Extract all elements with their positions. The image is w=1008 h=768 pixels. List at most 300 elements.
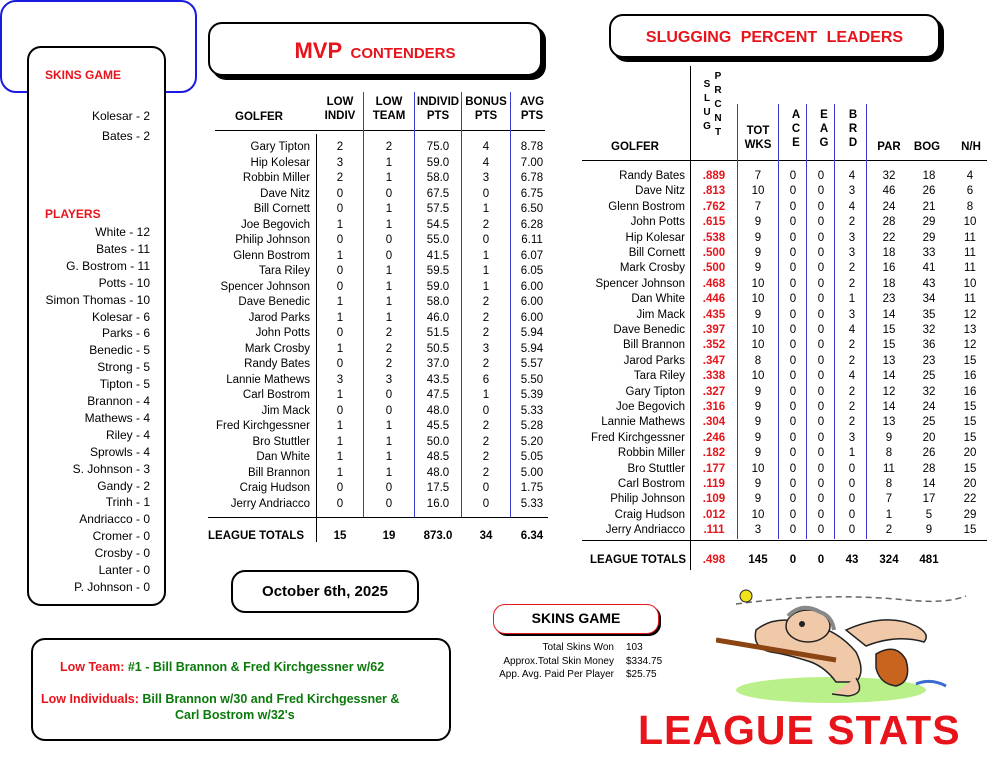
slug-cell-ace: 0 xyxy=(789,170,797,182)
player-entry-name: Brannon xyxy=(87,394,133,408)
player-entry-value: 11 xyxy=(137,241,150,256)
mvp-cell-individ: 75.0 xyxy=(426,141,450,153)
low-indiv-line-2 xyxy=(175,708,295,722)
mvp-row-name: Robbin Miller xyxy=(242,172,310,184)
mvp-row-name: Dan White xyxy=(256,451,310,463)
mvp-cell-bonus: 3 xyxy=(482,342,490,355)
slug-cell-ace: 0 xyxy=(789,385,797,398)
slug-cell-ace: 0 xyxy=(789,478,797,490)
slug-header-letter: U xyxy=(703,107,711,118)
player-entry-name: Gandy xyxy=(97,478,133,493)
golfer-cartoon-icon xyxy=(716,582,976,704)
slug-cell-slug: .762 xyxy=(702,200,726,213)
slug-cell-eag: 0 xyxy=(817,431,825,444)
slug-cell-par: 8 xyxy=(885,478,893,490)
mvp-cell-individ: 48.0 xyxy=(426,466,450,479)
slug-header-brd-letter: D xyxy=(848,137,858,149)
slug-cell-eag: 0 xyxy=(817,339,825,352)
mvp-cell-avg: 5.94 xyxy=(520,327,544,339)
mvp-row-name: Joe Begovich xyxy=(240,218,310,231)
mvp-cell-low_team: 1 xyxy=(385,218,393,231)
mvp-row-name: Randy Bates xyxy=(244,358,310,370)
slug-header-wks: WKS xyxy=(744,139,772,151)
mvp-cell-low_indiv: 0 xyxy=(336,234,344,246)
slug-cell-slug: .889 xyxy=(702,170,726,182)
slug-cell-brd: 0 xyxy=(848,478,856,490)
mvp-cell-low_indiv: 1 xyxy=(336,451,344,463)
low-team-line xyxy=(60,660,384,674)
mvp-row-name: Lannie Mathews xyxy=(226,373,310,386)
player-entry-value: 4 xyxy=(143,444,150,459)
slug-cell-wks: 10 xyxy=(751,185,765,198)
mvp-header-line2: INDIV xyxy=(324,110,356,122)
slug-cell-eag: 0 xyxy=(817,170,825,182)
slug-cell-ace: 0 xyxy=(789,493,797,506)
slug-cell-nh: 20 xyxy=(963,447,977,460)
slug-header-letter: C xyxy=(714,99,722,110)
mvp-totals-label: LEAGUE TOTALS xyxy=(208,530,305,542)
player-entry: Potts - 10 xyxy=(98,275,150,290)
mvp-cell-avg: 5.05 xyxy=(520,451,544,463)
slug-cell-nh: 12 xyxy=(963,339,977,352)
slug-column-divider xyxy=(866,104,867,539)
player-entry: Strong - 5 xyxy=(97,360,150,375)
slug-cell-eag: 0 xyxy=(817,216,825,229)
mvp-cell-individ: 47.5 xyxy=(426,389,450,401)
player-entry: Crosby - 0 xyxy=(94,546,150,561)
player-entry-value: 1 xyxy=(143,495,150,510)
player-entry: Parks - 6 xyxy=(101,326,150,341)
slug-cell-eag: 0 xyxy=(817,247,825,259)
mvp-cell-low_indiv: 1 xyxy=(336,389,344,401)
slug-header-bog: BOG xyxy=(913,141,941,153)
mvp-header-line2: PTS xyxy=(520,110,544,122)
slug-header-eag-letter: E xyxy=(820,109,828,121)
mvp-cell-low_indiv: 0 xyxy=(336,358,344,370)
slug-cell-par: 14 xyxy=(882,370,896,383)
mvp-cell-low_indiv: 1 xyxy=(336,311,344,324)
slug-cell-slug: .397 xyxy=(702,324,726,336)
mvp-header-low_indiv xyxy=(317,95,363,123)
slug-cell-brd: 2 xyxy=(848,262,856,275)
slug-cell-slug: .111 xyxy=(703,524,725,537)
mvp-cell-bonus: 2 xyxy=(482,451,490,463)
mvp-total-bonus: 34 xyxy=(479,530,493,542)
slug-cell-wks: 9 xyxy=(754,431,762,444)
player-entry: Benedic - 5 xyxy=(89,343,150,358)
mvp-header-line1: AVG xyxy=(519,96,545,108)
slug-cell-slug: .338 xyxy=(702,370,726,383)
slug-cell-wks: 9 xyxy=(754,478,762,490)
mvp-cell-low_team: 2 xyxy=(385,342,393,355)
mvp-row-name: Hip Kolesar xyxy=(250,156,310,169)
player-entry-name: Simon Thomas xyxy=(45,292,126,307)
player-entry: Lanter - 0 xyxy=(98,563,150,577)
slug-cell-slug: .012 xyxy=(702,508,726,521)
mvp-cell-bonus: 0 xyxy=(482,187,490,200)
mvp-header-individ_pts xyxy=(415,95,461,123)
slug-cell-nh: 15 xyxy=(963,354,977,367)
slug-cell-slug: .119 xyxy=(703,478,725,490)
mvp-cell-individ: 67.5 xyxy=(426,187,450,200)
mvp-cell-low_indiv: 2 xyxy=(336,172,344,184)
slug-cell-eag: 0 xyxy=(817,262,825,275)
player-entry: Sprowls - 4 xyxy=(89,444,150,459)
slug-row-name: Joe Begovich xyxy=(615,401,685,413)
player-entry-name: White xyxy=(95,225,126,239)
mvp-cell-avg: 5.94 xyxy=(520,342,544,355)
slug-cell-slug: .446 xyxy=(702,293,726,306)
mvp-row-name: Bill Brannon xyxy=(247,466,310,479)
slug-cell-wks: 9 xyxy=(754,308,762,321)
mvp-cell-individ: 50.0 xyxy=(426,435,450,448)
slug-cell-wks: 9 xyxy=(754,401,762,413)
player-entry: Riley - 4 xyxy=(105,427,150,442)
slug-cell-par: 12 xyxy=(882,385,896,398)
mvp-cell-avg: 5.33 xyxy=(520,497,544,510)
mvp-cell-bonus: 1 xyxy=(482,203,490,215)
slug-column-divider xyxy=(834,104,835,539)
slug-cell-slug: .500 xyxy=(702,247,726,259)
slug-header-par: PAR xyxy=(877,141,901,153)
player-entry-value: 5 xyxy=(143,360,150,375)
mvp-cell-avg: 6.11 xyxy=(521,234,543,246)
mvp-cell-low_team: 0 xyxy=(385,187,393,200)
slug-total-bog: 481 xyxy=(919,554,939,566)
slug-cell-bog: 18 xyxy=(922,170,936,182)
slug-cell-par: 2 xyxy=(885,524,893,537)
slug-cell-slug: .327 xyxy=(702,385,726,398)
mvp-cell-low_team: 0 xyxy=(385,497,393,510)
mvp-cell-avg: 1.75 xyxy=(520,482,544,494)
slug-row-name: Gary Tipton xyxy=(625,385,685,398)
mvp-cell-avg: 5.20 xyxy=(520,435,544,448)
mvp-cell-low_indiv: 1 xyxy=(336,420,344,432)
player-entry-value: 4 xyxy=(143,410,150,425)
mvp-cell-low_team: 1 xyxy=(385,435,393,448)
mvp-cell-low_indiv: 0 xyxy=(336,280,344,293)
slug-cell-slug: .500 xyxy=(702,262,726,275)
mvp-row-name: Jim Mack xyxy=(261,404,310,417)
player-entry: P. Johnson - 0 xyxy=(74,579,150,594)
player-entry-value: 0 xyxy=(143,529,150,544)
slug-cell-bog: 23 xyxy=(922,354,936,367)
slug-cell-brd: 0 xyxy=(848,462,856,475)
mvp-cell-avg: 7.00 xyxy=(520,156,544,169)
slug-cell-ace: 0 xyxy=(789,462,797,475)
slug-cell-par: 9 xyxy=(885,431,893,444)
player-entry-value: 11 xyxy=(137,258,150,273)
slug-cell-slug: .813 xyxy=(702,185,726,198)
skins-entry: Bates - 2 xyxy=(101,129,150,143)
slug-cell-wks: 10 xyxy=(751,324,765,336)
slug-header-golfer: GOLFER xyxy=(611,141,659,153)
mvp-cell-low_team: 2 xyxy=(385,141,393,153)
player-entry-value: 0 xyxy=(143,546,150,561)
mvp-cell-low_team: 1 xyxy=(385,265,393,277)
slug-cell-slug: .177 xyxy=(702,462,726,475)
slug-cell-slug: .435 xyxy=(702,308,726,321)
slug-header-brd-letter: B xyxy=(848,109,858,121)
mvp-header-line1: INDIVID xyxy=(416,96,460,108)
slug-cell-ace: 0 xyxy=(789,324,797,336)
slug-header-letter: N xyxy=(714,113,722,124)
mvp-cell-bonus: 2 xyxy=(482,327,490,339)
mvp-cell-avg: 6.50 xyxy=(520,203,544,215)
slug-cell-ace: 0 xyxy=(789,247,797,259)
low-scores-box xyxy=(31,638,451,741)
slug-cell-slug: .246 xyxy=(702,431,726,444)
mvp-cell-bonus: 1 xyxy=(482,389,490,401)
slug-column-divider xyxy=(737,104,738,539)
mvp-row-name: Mark Crosby xyxy=(244,342,310,355)
mvp-row-name: John Potts xyxy=(255,327,310,339)
mvp-total-avg: 6.34 xyxy=(520,530,544,542)
mvp-row-name: Philip Johnson xyxy=(235,234,310,246)
mvp-header-line1: BONUS xyxy=(465,96,507,108)
player-entry-name: Tipton xyxy=(99,377,133,392)
player-entry: S. Johnson - 3 xyxy=(72,461,150,476)
slug-row-name: Robbin Miller xyxy=(617,447,685,460)
skins-game-label: Approx.Total Skin Money xyxy=(503,655,614,667)
slug-cell-brd: 4 xyxy=(848,324,856,336)
mvp-cell-bonus: 6 xyxy=(482,373,490,386)
mvp-cell-avg: 6.28 xyxy=(520,218,544,231)
slug-cell-wks: 9 xyxy=(754,493,762,506)
mvp-cell-low_team: 1 xyxy=(385,156,393,169)
player-entry-value: 5 xyxy=(143,343,150,358)
slug-cell-wks: 9 xyxy=(754,416,762,429)
slug-header-ace-letter: C xyxy=(791,123,801,135)
slug-cell-ace: 0 xyxy=(789,339,797,352)
low-indiv-label: Low Individuals: xyxy=(41,692,139,706)
mvp-cell-bonus: 2 xyxy=(482,311,490,324)
player-entry-name: Andriacco xyxy=(79,512,133,527)
slug-cell-bog: 32 xyxy=(922,385,936,398)
mvp-row-name: Dave Nitz xyxy=(260,187,310,200)
slug-cell-wks: 10 xyxy=(751,370,765,383)
mvp-cell-low_indiv: 0 xyxy=(336,187,344,200)
mvp-header-line1: LOW xyxy=(375,96,403,108)
slug-cell-brd: 3 xyxy=(848,185,856,198)
skins-game-value: $25.75 xyxy=(626,669,657,680)
slug-cell-ace: 0 xyxy=(789,262,797,275)
slug-cell-ace: 0 xyxy=(789,354,797,367)
slug-cell-eag: 0 xyxy=(817,385,825,398)
mvp-cell-bonus: 4 xyxy=(482,156,490,169)
mvp-cell-individ: 57.5 xyxy=(426,203,450,215)
mvp-cell-bonus: 0 xyxy=(482,482,490,494)
mvp-cell-bonus: 2 xyxy=(482,358,490,370)
mvp-contenders-banner xyxy=(208,22,542,76)
mvp-cell-individ: 45.5 xyxy=(426,420,450,432)
mvp-cell-individ: 59.0 xyxy=(426,156,450,169)
mvp-cell-avg: 6.00 xyxy=(520,296,544,308)
player-entry-value: 6 xyxy=(143,309,150,324)
slug-cell-eag: 0 xyxy=(817,508,825,521)
slug-cell-wks: 10 xyxy=(751,508,765,521)
slug-cell-nh: 15 xyxy=(963,401,977,413)
mvp-cell-low_indiv: 3 xyxy=(336,373,344,386)
slug-cell-wks: 9 xyxy=(754,231,762,244)
mvp-header-golfer: GOLFER xyxy=(235,111,283,123)
mvp-cell-bonus: 1 xyxy=(482,265,490,277)
mvp-cell-avg: 6.75 xyxy=(520,187,544,200)
mvp-cell-low_indiv: 1 xyxy=(336,249,344,262)
slug-cell-par: 16 xyxy=(882,262,896,275)
slug-cell-brd: 2 xyxy=(848,339,856,352)
player-entry-value: 10 xyxy=(136,292,150,307)
slug-cell-brd: 3 xyxy=(848,247,856,259)
mvp-cell-bonus: 2 xyxy=(482,218,490,231)
mvp-cell-low_indiv: 0 xyxy=(336,265,344,277)
slug-cell-par: 23 xyxy=(882,293,896,306)
slug-cell-ace: 0 xyxy=(789,185,797,198)
mvp-cell-low_team: 1 xyxy=(385,172,393,184)
player-entry-value: 6 xyxy=(143,326,150,341)
mvp-cell-bonus: 0 xyxy=(482,234,490,246)
mvp-header-rule xyxy=(215,130,545,131)
mvp-row-name: Jarod Parks xyxy=(248,311,310,324)
mvp-row-name: Carl Bostrom xyxy=(242,389,310,401)
player-entry-name: G. Bostrom xyxy=(66,258,127,273)
player-entry: Mathews - 4 xyxy=(84,410,150,425)
slug-cell-eag: 0 xyxy=(817,308,825,321)
skins-entry-value: 2 xyxy=(143,109,150,123)
player-entry-name: Trinh xyxy=(105,495,133,510)
slug-cell-nh: 15 xyxy=(963,462,977,475)
mvp-cell-low_indiv: 1 xyxy=(336,435,344,448)
player-entry-value: 4 xyxy=(143,394,150,408)
slug-cell-nh: 15 xyxy=(963,524,977,537)
slug-cell-wks: 3 xyxy=(754,524,762,537)
slug-cell-eag: 0 xyxy=(817,354,825,367)
mvp-cell-low_indiv: 1 xyxy=(336,342,344,355)
slug-cell-par: 24 xyxy=(882,200,896,213)
slug-cell-eag: 0 xyxy=(817,231,825,244)
mvp-total-individ: 873.0 xyxy=(423,530,453,542)
mvp-cell-low_indiv: 1 xyxy=(336,218,344,231)
slug-cell-ace: 0 xyxy=(789,200,797,213)
player-entry-value: 0 xyxy=(143,579,150,594)
slug-cell-eag: 0 xyxy=(817,293,825,306)
slug-row-name: John Potts xyxy=(630,216,685,229)
slug-row-name: Jim Mack xyxy=(636,308,685,321)
player-entry-name: Parks xyxy=(101,326,133,341)
slug-cell-eag: 0 xyxy=(817,277,825,290)
mvp-cell-low_indiv: 0 xyxy=(336,482,344,494)
slug-cell-nh: 11 xyxy=(964,231,976,244)
mvp-cell-low_team: 1 xyxy=(385,451,393,463)
mvp-row-name: Jerry Andriacco xyxy=(230,497,310,510)
slug-cell-par: 14 xyxy=(882,308,896,321)
mvp-row-name: Spencer Johnson xyxy=(220,280,310,293)
mvp-cell-bonus: 1 xyxy=(482,280,490,293)
player-entry: Cromer - 0 xyxy=(92,529,150,544)
slug-header-letter: T xyxy=(714,127,722,138)
slug-cell-brd: 4 xyxy=(848,200,856,213)
slug-cell-ace: 0 xyxy=(789,308,797,321)
player-entry: Trinh - 1 xyxy=(105,495,150,510)
slug-cell-ace: 0 xyxy=(789,370,797,383)
slug-row-name: Philip Johnson xyxy=(610,493,685,506)
slug-cell-par: 28 xyxy=(882,216,896,229)
slug-row-name: Randy Bates xyxy=(619,170,685,182)
slug-cell-bog: 35 xyxy=(922,308,936,321)
player-entry-name: Potts xyxy=(98,275,126,290)
slug-cell-bog: 43 xyxy=(922,277,936,290)
mvp-cell-low_team: 0 xyxy=(385,404,393,417)
slug-cell-par: 46 xyxy=(882,185,896,198)
slug-cell-par: 13 xyxy=(882,416,896,429)
mvp-cell-bonus: 2 xyxy=(482,296,490,308)
slug-cell-eag: 0 xyxy=(817,324,825,336)
slug-cell-ace: 0 xyxy=(789,231,797,244)
skins-game-value: 103 xyxy=(626,642,643,653)
slug-cell-brd: 0 xyxy=(848,508,856,521)
player-entry: Tipton - 5 xyxy=(99,377,150,392)
mvp-cell-bonus: 2 xyxy=(482,420,490,432)
slug-total-slug: .498 xyxy=(702,554,726,566)
slug-cell-par: 13 xyxy=(882,354,896,367)
mvp-cell-bonus: 0 xyxy=(482,497,490,510)
low-indiv-line xyxy=(41,692,399,706)
slug-cell-nh: 11 xyxy=(964,262,976,275)
slug-cell-brd: 2 xyxy=(848,354,856,367)
mvp-cell-individ: 37.0 xyxy=(426,358,450,370)
mvp-header-line2: PTS xyxy=(426,110,450,122)
slug-cell-brd: 2 xyxy=(848,385,856,398)
mvp-cell-individ: 54.5 xyxy=(426,218,450,231)
slug-cell-ace: 0 xyxy=(789,447,797,460)
mvp-cell-low_indiv: 0 xyxy=(336,327,344,339)
slug-cell-brd: 4 xyxy=(848,370,856,383)
slug-total-brd: 43 xyxy=(845,554,859,566)
mvp-cell-avg: 8.78 xyxy=(520,141,544,153)
player-entry-name: Bates xyxy=(96,241,127,256)
player-entry-value: 0 xyxy=(143,563,150,577)
slug-row-name: Lannie Mathews xyxy=(601,416,685,429)
player-entry: Brannon - 4 xyxy=(87,394,150,408)
player-entry-name: Crosby xyxy=(94,546,133,561)
slug-cell-bog: 33 xyxy=(922,247,936,259)
mvp-cell-individ: 51.5 xyxy=(426,327,450,339)
slug-cell-bog: 34 xyxy=(922,293,936,306)
slug-cell-ace: 0 xyxy=(789,293,797,306)
skins-game-value: $334.75 xyxy=(626,655,663,667)
mvp-row-name: Bill Cornett xyxy=(253,203,310,215)
player-entry: White - 12 xyxy=(95,225,150,239)
slug-cell-par: 18 xyxy=(882,247,896,259)
skins-game-label: App. Avg. Paid Per Player xyxy=(499,669,614,680)
mvp-cell-low_team: 1 xyxy=(385,203,393,215)
mvp-cell-avg: 6.05 xyxy=(520,265,544,277)
slug-row-name: Spencer Johnson xyxy=(595,277,685,290)
slug-cell-ace: 0 xyxy=(789,277,797,290)
slug-cell-par: 11 xyxy=(883,462,895,475)
slug-cell-wks: 10 xyxy=(751,462,765,475)
skins-entry: Kolesar - 2 xyxy=(91,109,150,123)
slug-header-letter: P xyxy=(714,71,722,82)
slug-row-name: Bill Brannon xyxy=(622,339,685,352)
mvp-cell-low_indiv: 0 xyxy=(336,203,344,215)
slug-header-ace-letter: A xyxy=(791,109,801,121)
slug-cell-nh: 22 xyxy=(963,493,977,506)
skins-game-label: Total Skins Won xyxy=(542,642,614,653)
mvp-cell-avg: 6.00 xyxy=(520,280,544,293)
slug-cell-wks: 9 xyxy=(754,247,762,259)
mvp-cell-bonus: 1 xyxy=(482,249,490,262)
